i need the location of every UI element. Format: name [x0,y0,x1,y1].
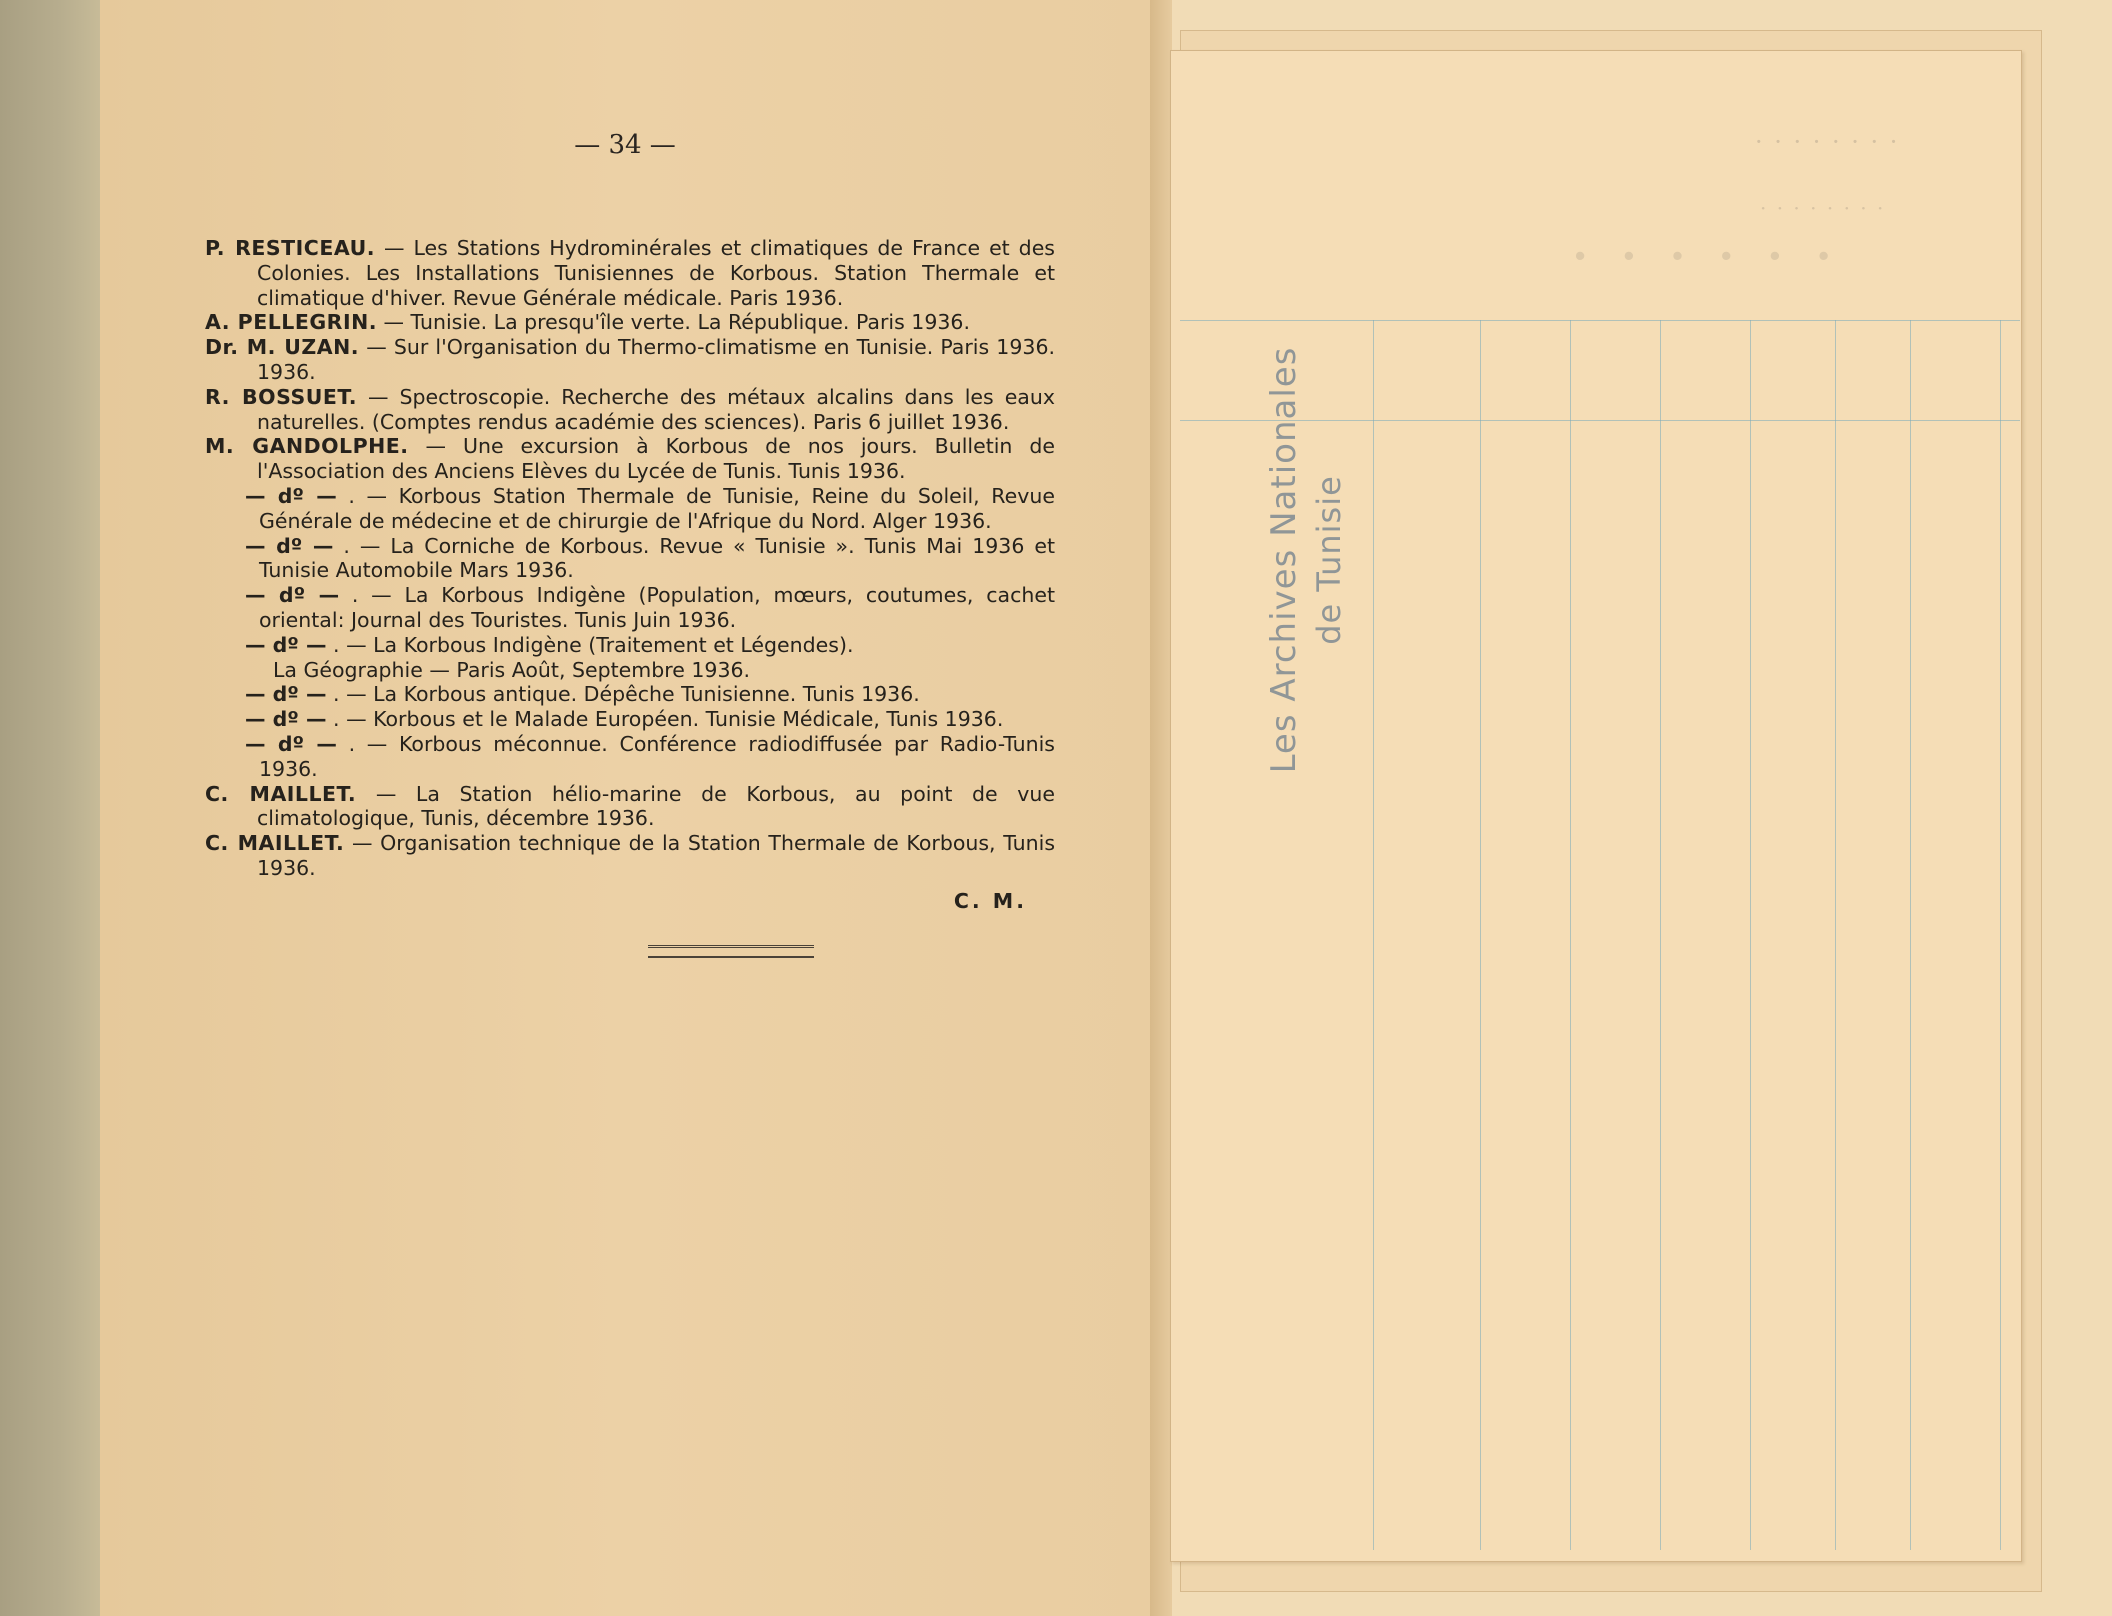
bib-entry-ditto [205,707,1055,732]
entry-text: — Une excursion à Korbous de nos jours. Bulletin de l'Association des Anciens Elèves du Lycée de Tunis. Tunis 1936. [257,434,1055,484]
entry-text: — Tunisie. La presqu'île verte. La République. Paris 1936. [377,310,970,335]
ditto-mark: — dº — [245,533,334,558]
entry-author: M. GANDOLPHE. [205,434,409,459]
grid-line [1835,320,1836,1550]
entry-separator: . — [326,682,374,707]
bib-entry-ditto [205,682,1055,707]
entry-author: R. BOSSUET. [205,384,358,409]
entry-separator: . — [336,731,399,756]
grid-line [1910,320,1911,1550]
closing-rule [648,945,814,958]
entry-separator: . — [336,483,399,508]
bib-entry-ditto [205,534,1055,584]
bib-entry-continuation: La Géographie — Paris Août, Septembre 1936. [273,657,751,682]
ditto-mark: — dº — [245,682,327,707]
entry-text: La Korbous antique. Dépêche Tunisienne. Tunis 1936. [373,682,920,707]
grid-line [1660,320,1661,1550]
bleed-through-text: · · · · · · · · [1760,196,1886,220]
entry-text: — Organisation technique de la Station Thermale de Korbous, Tunis 1936. [257,831,1055,880]
entry-text: Korbous et le Malade Européen. Tunisie Médicale, Tunis 1936. [373,707,1004,732]
bib-entry [205,434,1055,484]
entry-author: C. MAILLET. [205,831,345,856]
entry-author: A. PELLEGRIN. [205,310,378,335]
stamp-line: Les Archives Nationales [1264,346,1304,774]
entry-text: — Les Stations Hydrominérales et climatiques de France et des Colonies. Les Installations Tunisiennes de Korbous. Station Thermale et climatique d'hiver. Revue Générale médicale. Paris 1936. [257,236,1055,310]
entry-separator: . — [333,533,391,558]
bib-entry-ditto [205,484,1055,534]
ditto-mark: — dº — [245,483,337,508]
bib-entry [205,335,1055,385]
bleed-through-text: · · · · · · · · [1755,128,1900,156]
entry-separator: . — [326,707,374,732]
entry-author: Dr. M. UZAN. [205,335,360,360]
ditto-mark: — dº — [245,731,337,756]
bib-entry-ditto [205,732,1055,782]
entry-text: — Sur l'Organisation du Thermo-climatisme en Tunisie. Paris 1936. 1936. [257,335,1055,384]
grid-line [1570,320,1571,1550]
entry-separator: . — [326,632,374,657]
bib-entry [205,385,1055,435]
bib-entry [205,236,1055,310]
entry-author: P. RESTICEAU. [205,236,376,260]
archive-stamp [1260,330,1380,790]
grid-line [1750,320,1751,1550]
grid-line [2000,320,2001,1550]
entry-text: Korbous Station Thermale de Tunisie, Reine du Soleil, Revue Générale de médecine et de chirurgie de l'Afrique du Nord. Alger 1936. [259,483,1055,533]
page-number: — 34 — [574,130,676,160]
grid-line [1480,320,1481,1550]
ditto-mark: — dº — [245,632,327,657]
binding-strip [0,0,100,1616]
bib-entry-ditto [205,633,1055,658]
bleed-through-heading: · · · · · · [1570,220,1838,294]
entry-separator: . — [339,583,405,608]
bib-entry [205,782,1055,832]
entry-text: — La Station hélio-marine de Korbous, au point de vue climatologique, Tunis, décembre 1936. [257,781,1055,831]
entry-text: La Corniche de Korbous. Revue « Tunisie ». Tunis Mai 1936 et Tunisie Automobile Mars 1936. [259,533,1055,583]
entry-text: La Korbous Indigène (Traitement et Légendes). [373,632,854,657]
bib-entry [205,831,1055,881]
entry-text: La Korbous Indigène (Population, mœurs, coutumes, cachet oriental: Journal des Touristes. Tunis Juin 1936. [259,583,1055,632]
entry-author: C. MAILLET. [205,781,357,806]
entry-text: Korbous méconnue. Conférence radiodiffusée par Radio-Tunis 1936. [259,731,1055,781]
signature: C. M. [953,888,1027,913]
bib-entry [205,310,1055,335]
grid-line [1180,320,2020,321]
ditto-mark: — dº — [245,583,340,608]
bib-entry-ditto [205,583,1055,633]
gutter [1150,0,1172,1616]
stamp-line: de Tunisie [1310,475,1348,645]
entry-text: — Spectroscopie. Recherche des métaux alcalins dans les eaux naturelles. (Comptes rendus académie des sciences). Paris 6 juillet 1936. [257,384,1055,434]
bibliography [205,236,1055,914]
ditto-mark: — dº — [245,707,327,732]
